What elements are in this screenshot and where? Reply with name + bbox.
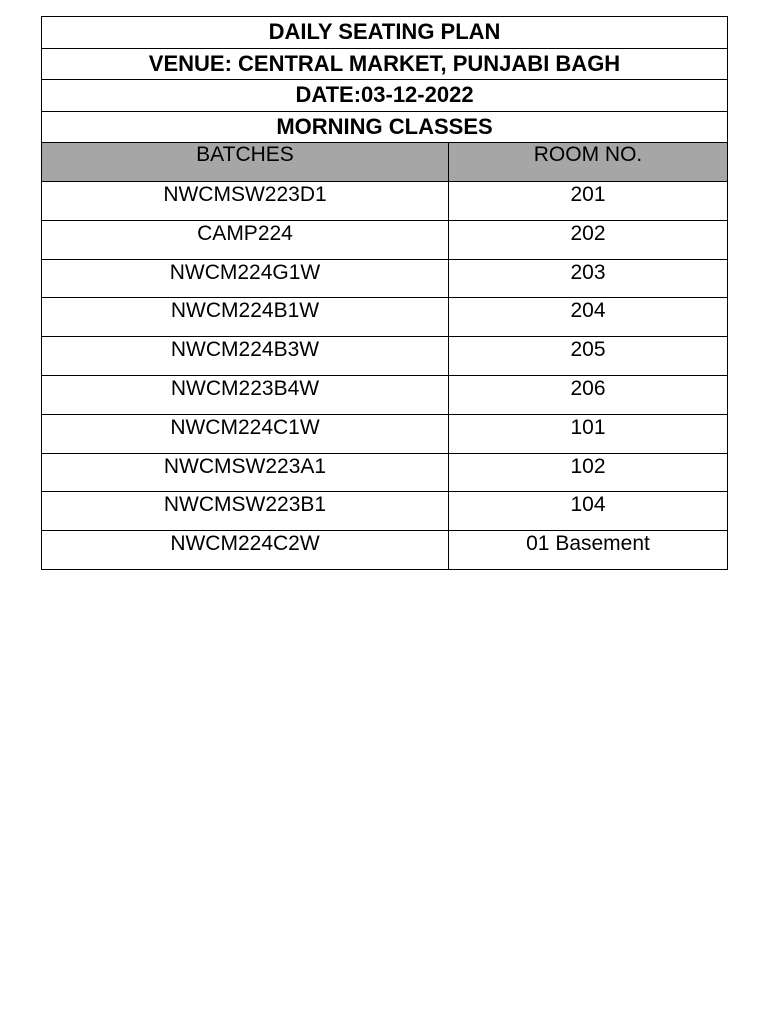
batch-cell: NWCM224B1W — [42, 298, 449, 337]
column-header-batches: BATCHES — [42, 143, 449, 182]
plan-title: DAILY SEATING PLAN — [42, 17, 728, 49]
room-cell: 205 — [449, 337, 728, 376]
seating-plan-table — [41, 16, 728, 570]
batch-cell: NWCM224B3W — [42, 337, 449, 376]
batch-cell: NWCMSW223A1 — [42, 453, 449, 492]
room-cell: 101 — [449, 414, 728, 453]
room-cell: 204 — [449, 298, 728, 337]
room-cell: 201 — [449, 182, 728, 221]
table-row — [42, 453, 728, 492]
venue-text: VENUE: CENTRAL MARKET, PUNJABI BAGH — [42, 48, 728, 80]
room-cell: 206 — [449, 375, 728, 414]
batch-cell: NWCM224C2W — [42, 531, 449, 570]
table-row — [42, 182, 728, 221]
room-cell: 102 — [449, 453, 728, 492]
title-row — [42, 17, 728, 49]
table-row — [42, 298, 728, 337]
room-cell: 01 Basement — [449, 531, 728, 570]
table-row — [42, 375, 728, 414]
batch-cell: NWCM224G1W — [42, 259, 449, 298]
table-row — [42, 492, 728, 531]
batch-cell: NWCMSW223B1 — [42, 492, 449, 531]
table-row — [42, 414, 728, 453]
session-text: MORNING CLASSES — [42, 111, 728, 143]
column-header-room: ROOM NO. — [449, 143, 728, 182]
table-row — [42, 220, 728, 259]
table-row — [42, 337, 728, 376]
room-cell: 104 — [449, 492, 728, 531]
batch-cell: CAMP224 — [42, 220, 449, 259]
column-header-row — [42, 143, 728, 182]
room-cell: 203 — [449, 259, 728, 298]
batch-cell: NWCM224C1W — [42, 414, 449, 453]
table-row — [42, 259, 728, 298]
session-row — [42, 111, 728, 143]
room-cell: 202 — [449, 220, 728, 259]
batch-cell: NWCM223B4W — [42, 375, 449, 414]
venue-row — [42, 48, 728, 80]
date-text: DATE:03-12-2022 — [42, 80, 728, 112]
table-row — [42, 531, 728, 570]
batch-cell: NWCMSW223D1 — [42, 182, 449, 221]
date-row — [42, 80, 728, 112]
